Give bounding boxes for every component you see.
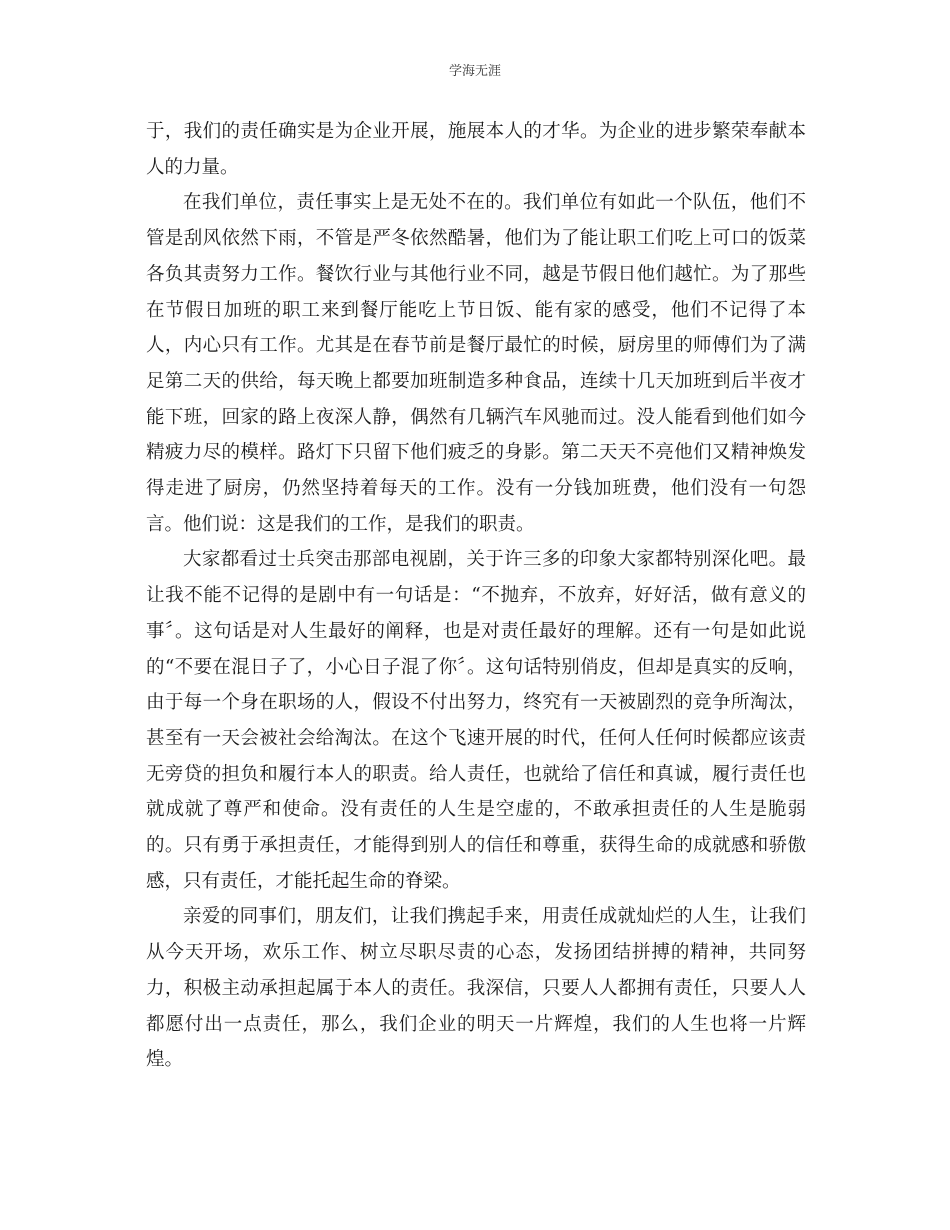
paragraph-continued: 于，我们的责任确实是为企业开展，施展本人的才华。为企业的进步繁荣奉献本人的力量。 — [146, 121, 806, 178]
paragraph-soldier-drama: 大家都看过士兵突击那部电视剧，关于许三多的印象大家都特别深化吧。最让我不能不记得的是剧中有一句话是：“不抛弃，不放弃，好好活，做有意义的事〞。这句话是对人生最好的阐释，也是对责任最好的理解。还有一句是如此说的“不要在混日子了，小心日子混了你〞。这句话特别俏皮，但却是真实的反响，由于每一个身在职场的人，假设不付出努力，终究有一天被剧烈的竞争所淘汰，甚至有一天会被社会给淘汰。在这个飞速开展的时代，任何人任何时候都应该责无旁贷的担负和履行本人的职责。给人责任，也就给了信任和真诚，履行责任也就成就了尊严和使命。没有责任的人生是空虚的，不敢承担责任的人生是脆弱的。只有勇于承担责任，才能得到别人的信任和尊重，获得生命的成就感和骄傲感，只有责任，才能托起生命的脊梁。 — [146, 549, 806, 892]
document-body — [146, 114, 806, 1078]
paragraph-closing: 亲爱的同事们，朋友们，让我们携起手来，用责任成就灿烂的人生，让我们从今天开场，欢乐工作、树立尽职尽责的心态，发扬团结拼搏的精神，共同努力，积极主动承担起属于本人的责任。我深信，只要人人都拥有责任，只要人人都愿付出一点责任，那么，我们企业的明天一片辉煌，我们的人生也将一片辉煌。 — [146, 906, 806, 1071]
paragraph-canteen-team: 在我们单位，责任事实上是无处不在的。我们单位有如此一个队伍，他们不管是刮风依然下雨，不管是严冬依然酷暑，他们为了能让职工们吃上可口的饭菜各负其责努力工作。餐饮行业与其他行业不同，越是节假日他们越忙。为了那些在节假日加班的职工来到餐厅能吃上节日饭、能有家的感受，他们不记得了本人，内心只有工作。尤其是在春节前是餐厅最忙的时候，厨房里的师傅们为了满足第二天的供给，每天晚上都要加班制造多种食品，连续十几天加班到后半夜才能下班，回家的路上夜深人静，偶然有几辆汽车风驰而过。没人能看到他们如今精疲力尽的模样。路灯下只留下他们疲乏的身影。第二天天不亮他们又精神焕发得走进了厨房，仍然坚持着每天的工作。没有一分钱加班费，他们没有一句怨言。他们说：这是我们的工作，是我们的职责。 — [146, 192, 806, 535]
page-header: 学海无涯 — [448, 64, 501, 79]
